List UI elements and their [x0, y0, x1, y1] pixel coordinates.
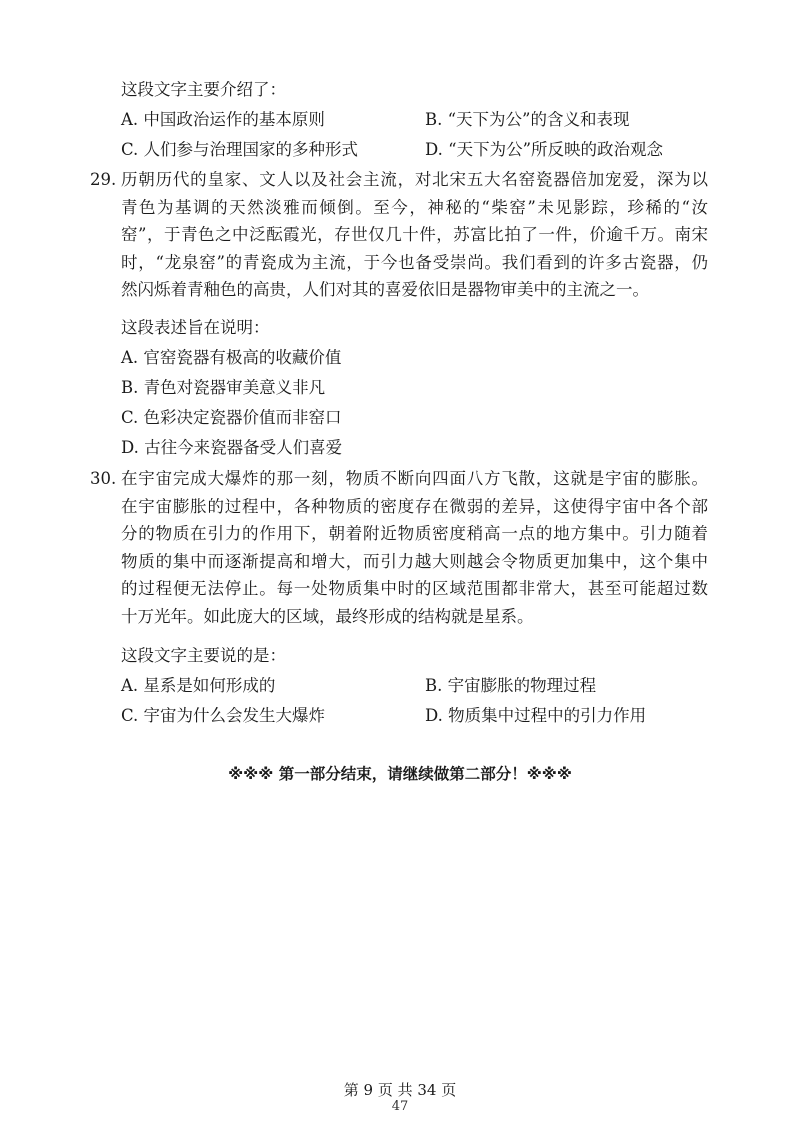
q29-option-d: D. 古往今来瓷器备受人们喜爱: [121, 438, 343, 457]
q29-passage-line: 青色为基调的天然淡雅而倾倒。至今，神秘的“柴窑”未见影踪，珍稀的“汝: [121, 197, 708, 217]
q30-passage-line: 的过程便无法停止。每一处物质集中时的区域范围都非常大，甚至可能超过数: [121, 579, 708, 599]
q30-passage-line: 分的物质在引力的作用下，朝着附近物质密度稍高一点的地方集中。引力随着: [121, 524, 708, 544]
q28-option-a: A. 中国政治运作的基本原则: [121, 110, 325, 129]
section-end-banner: ※※※ 第一部分结束，请继续做第二部分！※※※: [228, 765, 572, 783]
q30-passage-line: 在宇宙膨胀的过程中，各种物质的密度存在微弱的差异，这使得宇宙中各个部: [121, 496, 708, 516]
q30-option-c: C. 宇宙为什么会发生大爆炸: [121, 706, 326, 725]
q29-passage: [121, 166, 708, 304]
q29-passage-line: 然闪烁着青釉色的高贵，人们对其的喜爱依旧是器物审美中的主流之一。: [121, 280, 649, 300]
q29-option-c: C. 色彩决定瓷器价值而非窑口: [121, 408, 342, 427]
q28-option-c: C. 人们参与治理国家的多种形式: [121, 140, 359, 159]
q28-option-d: D. “天下为公”所反映的政治观念: [425, 140, 664, 159]
q30-number: 30.: [90, 469, 117, 488]
q28-stem: 这段文字主要介绍了：: [121, 80, 286, 99]
page-footer: 第 9 页 共 34 页: [343, 1081, 457, 1099]
q30-option-a: A. 星系是如何形成的: [121, 676, 276, 695]
q29-number: 29.: [90, 170, 117, 189]
q30-passage-line: 在宇宙完成大爆炸的那一刻，物质不断向四面八方飞散，这就是宇宙的膨胀。: [121, 469, 708, 488]
q30-stem: 这段文字主要说的是：: [121, 646, 286, 665]
page-number: 47: [391, 1099, 409, 1114]
q30-option-d: D. 物质集中过程中的引力作用: [425, 706, 647, 725]
q30-option-b: B. 宇宙膨胀的物理过程: [425, 676, 597, 695]
q29-passage-line: 窑”，于青色之中泛酝霞光，存世仅几十件，苏富比拍了一件，价逾千万。南宋: [121, 225, 708, 245]
q30-passage-line: 十万光年。如此庞大的区域，最终形成的结构就是星系。: [121, 606, 534, 626]
q29-option-b: B. 青色对瓷器审美意义非凡: [121, 378, 326, 397]
q30-passage-line: 物质的集中而逐渐提高和增大，而引力越大则越会令物质更加集中，这个集中: [121, 551, 708, 571]
q30-passage: [121, 465, 708, 631]
q29-passage-line: 历朝历代的皇家、文人以及社会主流，对北宋五大名窑瓷器倍加宠爱，深为以: [121, 170, 708, 189]
q29-stem: 这段表述旨在说明：: [121, 318, 270, 337]
q28-option-b: B. “天下为公”的含义和表现: [425, 110, 630, 129]
q29-passage-line: 时，“龙泉窑”的青瓷成为主流，于今也备受崇尚。我们看到的许多古瓷器，仍: [121, 252, 708, 272]
q29-option-a: A. 官窑瓷器有极高的收藏价值: [121, 348, 342, 367]
